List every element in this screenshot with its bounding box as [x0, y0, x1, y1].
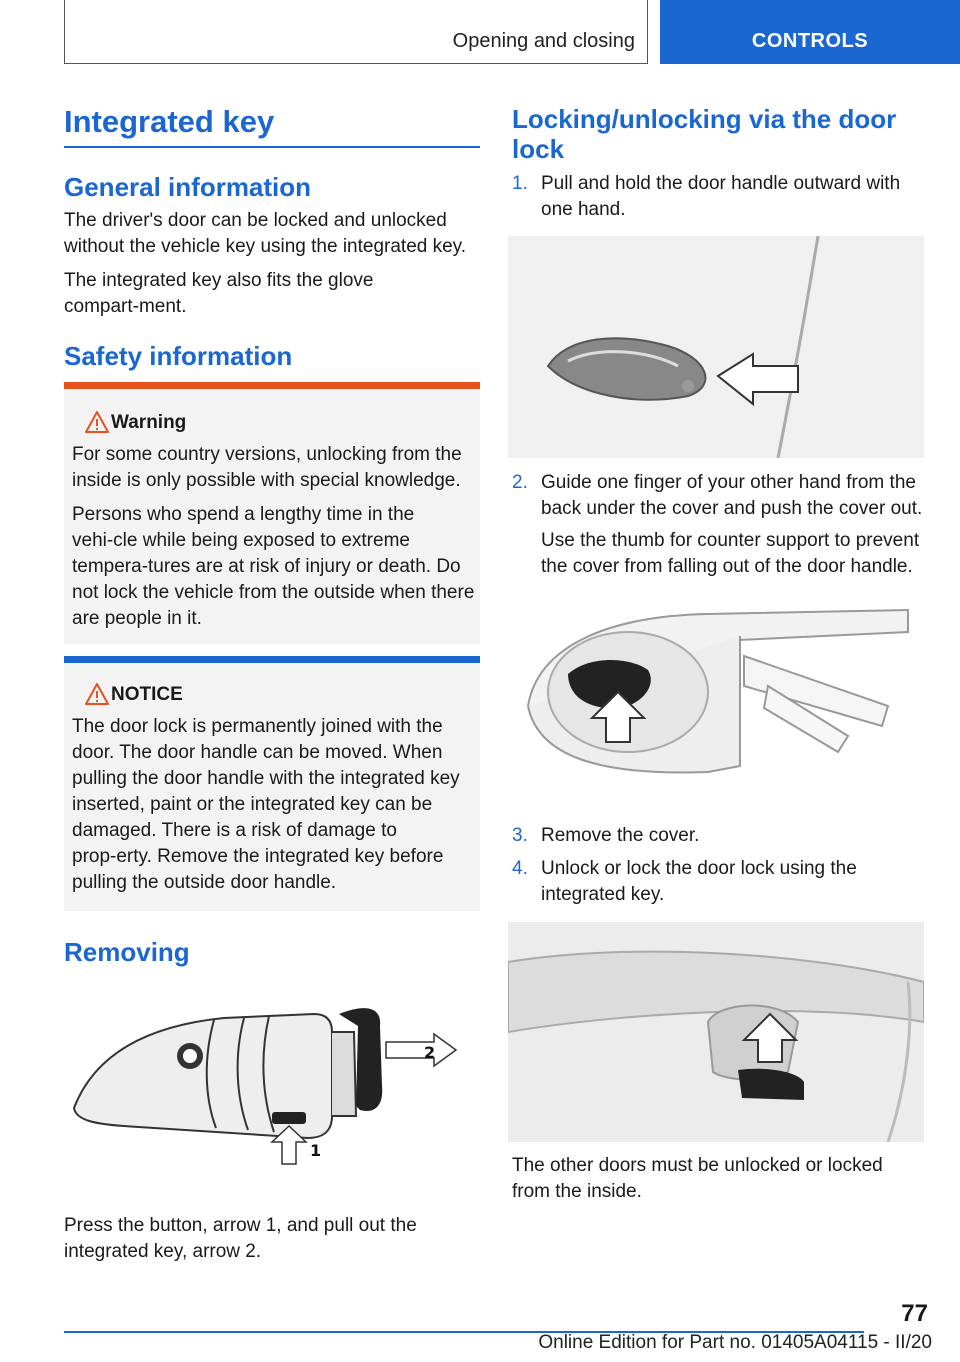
notice-bar — [64, 656, 480, 663]
page-title: Integrated key — [64, 104, 275, 139]
notice-paragraph-1: The door lock is permanently joined with the door. The door handle can be moved. When pulling the door handle with the integrated key inserted, paint or the integrated key can be damaged. There is a risk of damage to prop‑erty. Remove the integrated key before pulling the outside door handle. — [72, 716, 460, 893]
header-tab-label: CONTROLS — [751, 30, 869, 52]
integrated-key-image — [64, 996, 464, 1176]
arrow-1-label: 1 — [310, 1141, 322, 1160]
closing-text — [512, 1153, 912, 1205]
step-number: 4. — [512, 858, 528, 879]
notice-text — [72, 714, 476, 896]
cover-removal-illustration — [508, 596, 924, 792]
step-3 — [512, 823, 932, 849]
general-heading: General information — [64, 172, 312, 202]
step-text: Unlock or lock the door lock using the integrated key. — [541, 858, 857, 905]
safety-heading: Safety information — [64, 341, 293, 371]
footer-edition: Online Edition for Part no. 01405A04115 - II/20 — [538, 1332, 932, 1353]
page-number: 77 — [901, 1300, 928, 1327]
warning-paragraph-1: For some country versions, unlocking from the inside is only possible with special knowledge. — [72, 444, 462, 491]
step-number: 2. — [512, 472, 528, 493]
warning-text — [72, 442, 476, 632]
warning-bar — [64, 382, 480, 389]
step-number: 3. — [512, 825, 528, 846]
right-title: Locking/unlocking via the door lock — [512, 104, 897, 164]
warning-paragraph-2: Persons who spend a lengthy time in the vehi‑cle while being exposed to extreme tempera‑tures are at risk of injury or death. Do not lock the vehicle from the outside when there are people in it. — [72, 504, 475, 629]
door-handle-image — [508, 236, 924, 458]
door-handle-illustration — [508, 236, 924, 458]
removing-caption-text: Press the button, arrow 1, and pull out the integrated key, arrow 2. — [64, 1215, 417, 1262]
notice-title: NOTICE — [111, 684, 183, 705]
step-4 — [512, 856, 932, 908]
key-illustration — [64, 996, 464, 1176]
step-number: 1. — [512, 173, 528, 194]
title-rule — [64, 146, 480, 148]
general-paragraph-1: The driver's door can be locked and unlocked without the vehicle key using the integrated key. — [64, 210, 467, 257]
header-section-title: Opening and closing — [452, 30, 635, 52]
warning-title: Warning — [111, 412, 187, 433]
general-paragraph-2: The integrated key also fits the glove compart‑ment. — [64, 270, 374, 317]
warning-triangle-icon — [84, 410, 110, 434]
step-text: Guide one finger of your other hand from the back under the cover and push the cover out. — [541, 472, 923, 519]
header-section-box — [64, 0, 648, 64]
removing-caption — [64, 1213, 464, 1265]
door-lock-illustration — [508, 922, 924, 1142]
step-2 — [512, 470, 932, 580]
door-lock-image — [508, 922, 924, 1142]
removing-heading: Removing — [64, 937, 190, 967]
header-tab-controls[interactable] — [660, 0, 960, 64]
warning-box — [64, 382, 480, 644]
step-extra-text: Use the thumb for counter support to prevent the cover from falling out of the door handle. — [541, 530, 920, 577]
general-text — [64, 208, 484, 320]
step-text: Remove the cover. — [541, 825, 700, 846]
notice-box — [64, 656, 480, 911]
notice-triangle-icon — [84, 682, 110, 706]
arrow-2-label: 2 — [424, 1043, 436, 1062]
cover-removal-image — [508, 596, 924, 792]
step-text: Pull and hold the door handle outward with one hand. — [541, 173, 901, 220]
closing-paragraph: The other doors must be unlocked or locked from the inside. — [512, 1155, 883, 1202]
step-1 — [512, 171, 932, 223]
